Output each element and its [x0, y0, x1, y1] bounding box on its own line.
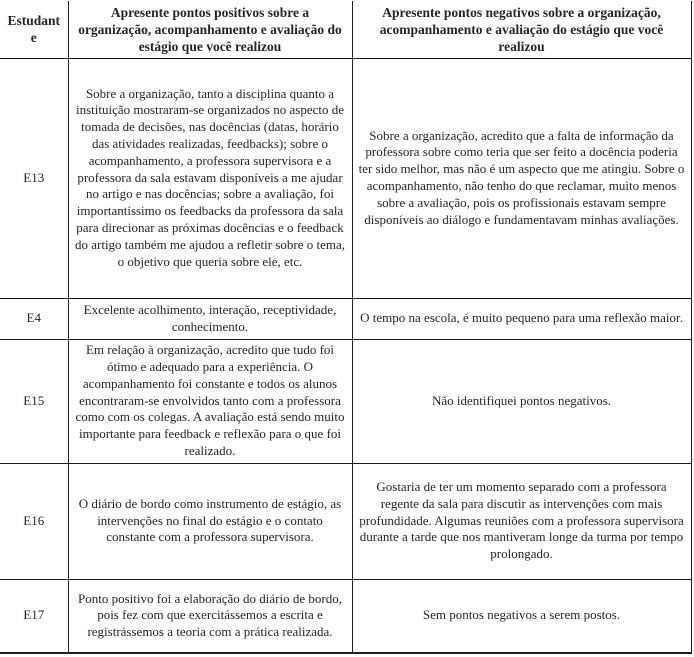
table-row: [0, 579, 691, 653]
negative-points-cell: Sobre a organização, acredito que a falta de informação da professora sobre como teria que ser feito a docência poderia ter sido melhor, mas não é um aspecto que me atingiu. Sobre o acompanhamento, não tenho do que reclamar, muito menos sobre a avaliação, pois os profissionais estavam sempre disponíveis ao diálogo e fundamentavam minhas avaliações.: [352, 58, 691, 298]
student-id: E17: [0, 579, 68, 653]
positive-points-cell: Em relação à organização, acredito que tudo foi ótimo e adequado para a experiência. O acompanhamento foi constante e todos os alunos encontraram-se envolvidos tanto com a professora como com os colegas. A avaliação está sendo muito importante para feedback e reflexão para o que foi realizado.: [68, 339, 352, 463]
negative-points-cell: Não identifiquei pontos negativos.: [352, 339, 691, 463]
negative-points-cell: Sem pontos negativos a serem postos.: [352, 579, 691, 653]
header-row: [0, 1, 691, 58]
student-id: E16: [0, 463, 68, 579]
negative-points-cell: O tempo na escola, é muito pequeno para uma reflexão maior.: [352, 298, 691, 339]
student-feedback-table: [0, 1, 692, 654]
positive-points-cell: Sobre a organização, tanto a disciplina quanto a instituição mostraram-se organizados no aspecto de tomada de decisões, nas docências (datas, horário das atividades realizadas, feedbacks); sobre o acompanhamento, a professora supervisora e a professora da sala estavam disponíveis a me ajudar no artigo e nas docências; sobre a avaliação, foi importantíssimo os feedbacks da professora da sala para direcionar as próximas docências e o feedback do artigo também me ajudou a refletir sobre o tema, o objetivo que queria sobre ele, etc.: [68, 58, 352, 298]
table-row: [0, 298, 691, 339]
table-row: [0, 339, 691, 463]
negative-points-cell: Gostaria de ter um momento separado com a professora regente da sala para discutir as intervenções com mais profundidade. Algumas reuniões com a professora supervisora durante a tarde que nos mantiveram longe da turma por tempo prolongado.: [352, 463, 691, 579]
positive-points-cell: Excelente acolhimento, interação, receptividade, conhecimento.: [68, 298, 352, 339]
positive-points-cell: Ponto positivo foi a elaboração do diário de bordo, pois fez com que exercitássemos a escrita e registrássemos a teoria com a prática realizada.: [68, 579, 352, 653]
table-row: [0, 58, 691, 298]
column-header-negative: Apresente pontos negativos sobre a organização, acompanhamento e avaliação do estágio que você realizou: [352, 1, 691, 58]
column-header-student: Estudante: [0, 1, 68, 58]
positive-points-cell: O diário de bordo como instrumento de estágio, as intervenções no final do estágio e o contato constante com a professora supervisora.: [68, 463, 352, 579]
column-header-positive: Apresente pontos positivos sobre a organização, acompanhamento e avaliação do estágio que você realizou: [68, 1, 352, 58]
table-row: [0, 463, 691, 579]
student-id: E4: [0, 298, 68, 339]
student-id: E13: [0, 58, 68, 298]
student-id: E15: [0, 339, 68, 463]
